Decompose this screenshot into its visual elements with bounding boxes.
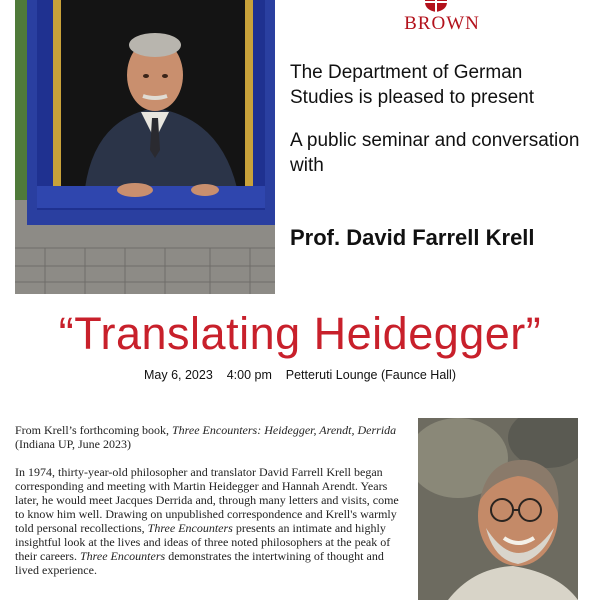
description-paragraph-2: In 1974, thirty-year-old philosopher and translator David Farrell Krell began corresponding and meeting with Martin Heidegger and Hannah Arendt. Years later, he would meet Jacques Derrida and, through many letters and visits, come to know him well. Drawing on unpublished correspondence and Krell's warmly told personal recollections, Three Encounters presents an intimate and highly insightful look at the lives and ideas of three noted philosophers at the peak of their careers. Three Encounters demonstrates the intertwining of thought and lived experience. bbox=[15, 465, 399, 577]
event-title: “Translating Heidegger” bbox=[58, 308, 542, 359]
description-paragraph-1: From Krell’s forthcoming book, Three Encounters: Heidegger, Arendt, Derrida (Indiana UP, June 2023) bbox=[15, 423, 397, 451]
speaker-name: Prof. David Farrell Krell bbox=[290, 225, 535, 250]
description bbox=[15, 423, 407, 591]
event-time: 4:00 pm bbox=[226, 368, 272, 382]
event-details bbox=[0, 368, 600, 382]
intro-seminar: A public seminar and conversation with bbox=[290, 130, 580, 176]
shield-icon bbox=[422, 0, 450, 12]
heidegger-photo bbox=[15, 0, 275, 294]
book-title: Three Encounters bbox=[171, 423, 258, 437]
event-date: May 6, 2023 bbox=[143, 368, 213, 382]
intro-department: The Department of German Studies is pleased to present bbox=[290, 62, 534, 108]
brown-logo bbox=[392, 0, 492, 40]
logo-wordmark: BROWN bbox=[404, 13, 480, 34]
krell-photo bbox=[418, 418, 578, 600]
event-location: Petteruti Lounge (Faunce Hall) bbox=[285, 368, 456, 382]
